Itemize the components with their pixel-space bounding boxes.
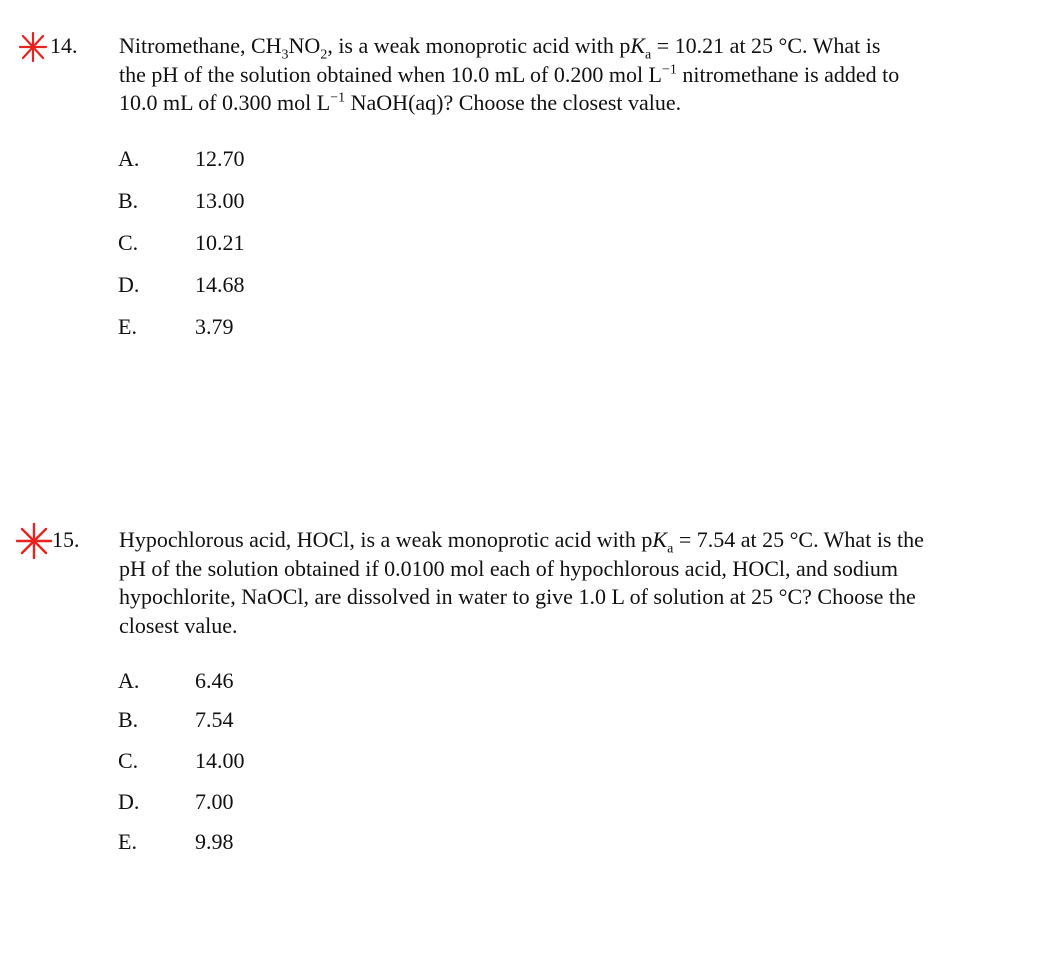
option-value: 13.00	[195, 188, 245, 213]
question-line: Nitromethane, $CH_3NO_2$, is a weak monoprotic acid with $pK_a = 10.21$ at 25 °C. What is	[119, 33, 881, 63]
option-letter: B.	[118, 707, 139, 732]
option-letter: A.	[118, 668, 140, 693]
option-value: 7.54	[195, 707, 234, 732]
question-line: pH of the solution obtained if 0.0100 mol each of hypochlorous acid, HOCl, and sodium	[119, 555, 899, 581]
option-letter: C.	[118, 230, 139, 255]
option-letter: C.	[118, 748, 139, 773]
asterisk-annotation-icon	[16, 30, 50, 64]
question-text	[119, 32, 899, 118]
option-letter: A.	[118, 146, 140, 171]
option-value: 14.00	[195, 748, 245, 773]
question-line: closest value.	[119, 612, 238, 638]
option-letter: B.	[118, 188, 139, 213]
option-value: 7.00	[195, 789, 234, 814]
question-number: 15.	[52, 527, 80, 552]
question-line: hypochlorite, NaOCl, are dissolved in water to give 1.0 L of solution at 25 °C? Choose the	[119, 584, 916, 609]
question-line: Hypochlorous acid, HOCl, is a weak monoprotic acid with $pK_a = 7.54$ at 25 °C. What is the	[119, 527, 924, 557]
option-value: 3.79	[195, 314, 234, 339]
option-value: 12.70	[195, 146, 245, 171]
option-letter: E.	[118, 829, 137, 854]
option-value: 6.46	[195, 668, 234, 693]
question-number: 14.	[50, 33, 78, 58]
question-line: 10.0 mL of 0.300 mol $L^{-1}$ NaOH(aq)? Choose the closest value.	[119, 90, 682, 115]
option-value: 10.21	[195, 230, 245, 255]
question-line: the pH of the solution obtained when 10.0 mL of 0.200 mol $L^{-1}$ nitromethane is added to	[119, 61, 900, 87]
option-value: 9.98	[195, 829, 234, 854]
option-letter: D.	[118, 272, 140, 297]
option-letter: E.	[118, 314, 137, 339]
asterisk-annotation-icon	[14, 521, 54, 561]
question-text	[119, 526, 924, 640]
option-value: 14.68	[195, 272, 245, 297]
option-letter: D.	[118, 789, 140, 814]
